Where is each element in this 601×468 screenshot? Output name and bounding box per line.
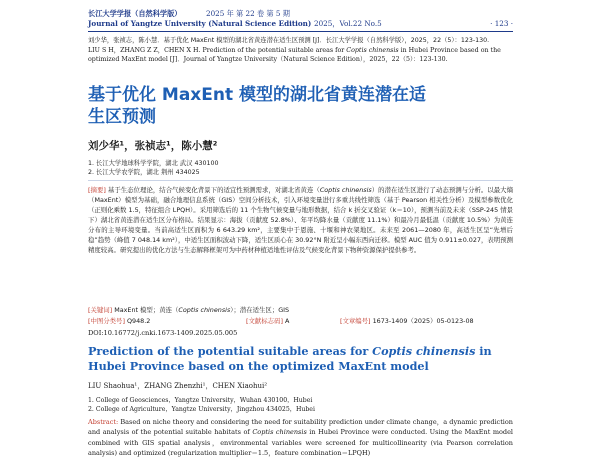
title-en-text: Prediction of the potential suitable areas for xyxy=(88,344,373,358)
article-number-label: [文章编号] xyxy=(340,317,371,325)
abstract-en xyxy=(88,417,513,459)
keywords-cn-label: [关键词] xyxy=(88,306,113,314)
article-title-en xyxy=(88,344,528,374)
abstract-cn-species: Coptis chinensis xyxy=(319,186,372,194)
issue-info-en: 2025，Vol.22 No.5 xyxy=(314,19,382,28)
abstract-cn xyxy=(88,185,513,255)
abstract-cn-label: [摘要] xyxy=(88,186,106,194)
affiliation-en-2: 2. College of Agriculture，Yangtze University，Jingzhou 434025，Hubei xyxy=(88,406,315,413)
citation-block xyxy=(88,36,513,65)
header-line-cn xyxy=(88,9,513,19)
section-divider xyxy=(88,180,513,181)
document-code-value: A xyxy=(282,317,290,325)
affiliation-cn-2: 2. 长江大学农学院，湖北 荆州 434025 xyxy=(88,169,200,176)
doi: DOI:10.16772/j.cnki.1673-1409.2025.05.005 xyxy=(88,329,238,337)
article-number-value: 1673-1409（2025）05-0123-08 xyxy=(370,317,474,325)
citation-en-text: LIU S H，ZHANG Z Z，CHEN X H. Prediction of the potential suitable areas for xyxy=(88,46,347,54)
keywords-cn xyxy=(88,305,513,315)
clc-code xyxy=(88,316,150,326)
authors-cn: 刘少华¹，张祯志¹，陈小慧² xyxy=(88,140,218,152)
affiliation-en-1: 1. College of Geosciences，Yangtze University，Wuhan 430100，Hubei xyxy=(88,397,313,404)
title-en-species: Coptis chinensis xyxy=(372,344,476,358)
keywords-cn-text: MaxEnt 模型；黄连（ xyxy=(112,306,179,314)
abstract-en-label: Abstract: xyxy=(88,418,119,426)
journal-name-en: Journal of Yangtze University (Natural Science Edition) xyxy=(88,19,312,28)
affiliations-cn xyxy=(88,159,219,177)
citation-en-species: Coptis chinensis xyxy=(346,46,399,54)
running-header xyxy=(88,9,513,29)
document-code-label: [文献标志码] xyxy=(246,317,283,325)
citation-en-text-rest: in Hubei Province based on the optimized MaxEnt model [J]．Journal of Yangtze University（Natural Science Edition），2025，22（5）：123-130. xyxy=(88,46,501,64)
abstract-en-species: Coptis chinensis xyxy=(252,428,307,437)
keywords-cn-text-rest: ）；潜在适生区；GIS xyxy=(230,306,290,314)
authors-en: LIU Shaohua¹，ZHANG Zhenzhi¹，CHEN Xiaohui² xyxy=(88,382,268,390)
abstract-en-text: Based on niche theory and considering the need for suitability prediction under climate change，a dynamic prediction and analysis of the potential suitable habitats of xyxy=(88,418,513,437)
page-number: · 123 · xyxy=(490,19,513,28)
title-en-text-rest: in Hubei Province based on the optimized MaxEnt model xyxy=(88,344,492,373)
clc-value: Q948.2 xyxy=(124,317,151,325)
abstract-cn-text: 基于生态位理论，结合气候变化背景下的适宜性预测需求，对湖北省黄连（ xyxy=(105,186,320,194)
article-number xyxy=(340,316,474,326)
citation-cn: 刘少华，张祯志，陈小慧．基于优化 MaxEnt 模型的湖北省黄连潜在适生区预测 [J]．长江大学学报（自然科学版），2025，22（5）：123-130. xyxy=(88,37,490,44)
header-line-en xyxy=(88,19,513,29)
issue-info-cn: 2025 年 第 22 卷 第 5 期 xyxy=(206,9,290,18)
affiliation-cn-1: 1. 长江大学地球科学学院，湖北 武汉 430100 xyxy=(88,160,219,167)
affiliations-en xyxy=(88,396,315,414)
clc-label: [中图分类号] xyxy=(88,317,125,325)
journal-name-cn: 长江大学学报（自然科学版） xyxy=(88,9,182,18)
article-title-cn: 基于优化 MaxEnt 模型的湖北省黄连潜在适生区预测 xyxy=(88,85,427,127)
abstract-en-text-rest: in Hubei Province were conducted. Using the MaxEnt model combined with GIS spatial analysis，environmental variables were screened for multicollinearity (via Pearson correlation analysis) and optimized (regularization multiplier＝1.5，feature combination＝LPQH) xyxy=(88,428,514,458)
citation-en xyxy=(88,46,513,65)
keywords-cn-species: Coptis chinensis xyxy=(178,306,231,314)
abstract-cn-text-rest: ）的潜在适生区进行了动态预测与分析。以最大熵（MaxEnt）模型为基础，融合地理信息系统（GIS）空间分析技术，引入环境变量进行多重共线性筛选（基于 Pearson 相关性分析）及模型参数优化（正则化乘数 1.5，特征组合 LPQH）。采用筛选后的 11 个生物气候变量与地形数据，结合 k 折交叉验证（k＝10），预测当前及未来（SSP-245 情景下）湖北省黄连潜在适生区分布格局。结果显示：海拔（贡献度 52.8%）、年平均降水量（贡献度 11.1%）和最冷月最低温（贡献度 10.5%）为黄连分布的主导环境变量。当前高适生区面积为 6 643.29 km²，主要集中于恩施、十堰和神农架地区。未来至 2061—2080 年，高适生区呈“先增后稳”趋势（峰值 7 048.14 km²），中适生区面积波动下降，适生区质心在 30.92°N 附近呈小幅东西向迁移。模型 AUC 值为 0.911±0.027，表明预测精度较高。研究提出的优化方法与生态解释框架可为中药材种植适地性评估及气候变化背景下物种资源保护提供参考。 xyxy=(88,186,513,254)
document-code xyxy=(246,316,289,326)
header-divider xyxy=(88,31,513,32)
